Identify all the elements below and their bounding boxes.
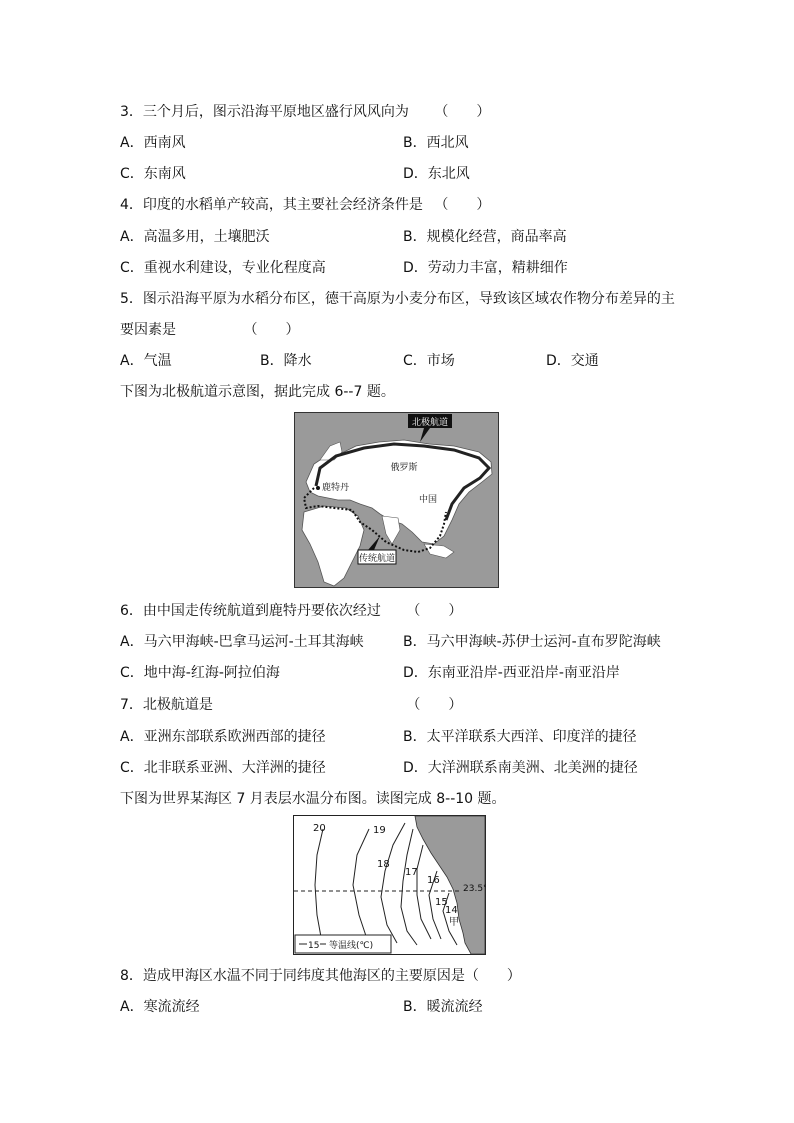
arctic-route-map: [294, 412, 499, 588]
intro-map2: 下图为世界某海区 7 月表层水温分布图。读图完成 8--10 题。: [120, 791, 506, 807]
label-16: 16: [427, 875, 440, 886]
label-18: 18: [377, 859, 390, 870]
q7-option-a: A．亚洲东部联系欧洲西部的捷径: [120, 729, 326, 745]
q6-option-c: C．地中海-红海-阿拉伯海: [120, 665, 280, 681]
q7-option-b: B．太平洋联系大西洋、印度洋的捷径: [403, 729, 637, 745]
label-china: 中国: [418, 495, 438, 505]
q5-option-d: D．交通: [546, 353, 599, 369]
q8-option-b: B．暖流流经: [403, 999, 483, 1015]
label-jia: 甲: [449, 917, 459, 928]
legend-value: 15: [308, 941, 320, 951]
q4-stem: 4．印度的水稻单产较高，其主要社会经济条件是 （ ）: [120, 197, 491, 213]
q7-option-c: C．北非联系亚洲、大洋洲的捷径: [120, 760, 326, 776]
label-latitude: 23.5°: [463, 884, 486, 894]
q8-stem: 8．造成甲海区水温不同于同纬度其他海区的主要原因是（ ）: [120, 968, 521, 984]
q6-option-b: B．马六甲海峡-苏伊士运河-直布罗陀海峡: [403, 634, 661, 650]
q7-stem: 7．北极航道是 （ ）: [120, 697, 463, 713]
label-russia: 俄罗斯: [390, 463, 418, 473]
q7-option-d: D．大洋洲联系南美洲、北美洲的捷径: [403, 760, 638, 776]
label-arctic-route: 北极航道: [411, 418, 449, 428]
q4-option-a: A．高温多用，土壤肥沃: [120, 229, 270, 245]
q3-option-d: D．东北风: [403, 166, 470, 182]
isotherm-map: [293, 815, 486, 955]
label-19: 19: [373, 825, 386, 836]
rotterdam-dot: [316, 486, 320, 490]
q5-option-b: B．降水: [260, 353, 312, 369]
label-15: 15: [435, 897, 448, 908]
q3-stem: 3．三个月后，图示沿海平原地区盛行风风向为 （ ）: [120, 104, 491, 120]
q5-stem-line1: 5．图示沿海平原为水稻分布区，德干高原为小麦分布区，导致该区域农作物分布差异的主: [120, 291, 675, 307]
q6-option-a: A．马六甲海峡-巴拿马运河-土耳其海峡: [120, 634, 364, 650]
q5-option-c: C．市场: [403, 353, 455, 369]
q3-option-a: A．西南风: [120, 135, 186, 151]
label-rotterdam: 鹿特丹: [322, 483, 350, 493]
q6-stem: 6．由中国走传统航道到鹿特丹要依次经过 （ ）: [120, 603, 463, 619]
label-20: 20: [313, 823, 326, 834]
q5-option-a: A．气温: [120, 353, 172, 369]
q5-stem-line2: 要因素是 （ ）: [120, 322, 300, 338]
label-17: 17: [405, 867, 418, 878]
intro-map1: 下图为北极航道示意图，据此完成 6--7 题。: [120, 384, 395, 400]
q6-option-d: D．东南亚沿岸-西亚沿岸-南亚沿岸: [403, 665, 620, 681]
q4-option-c: C．重视水利建设，专业化程度高: [120, 260, 326, 276]
label-14: 14: [445, 905, 458, 916]
q3-option-c: C．东南风: [120, 166, 186, 182]
q8-option-a: A．寒流流经: [120, 999, 200, 1015]
q4-option-b: B．规模化经营，商品率高: [403, 229, 567, 245]
label-traditional-route: 传统航道: [358, 554, 396, 564]
legend-text: 等温线(℃): [329, 941, 374, 951]
q4-option-d: D．劳动力丰富，精耕细作: [403, 260, 568, 276]
q3-option-b: B．西北风: [403, 135, 469, 151]
